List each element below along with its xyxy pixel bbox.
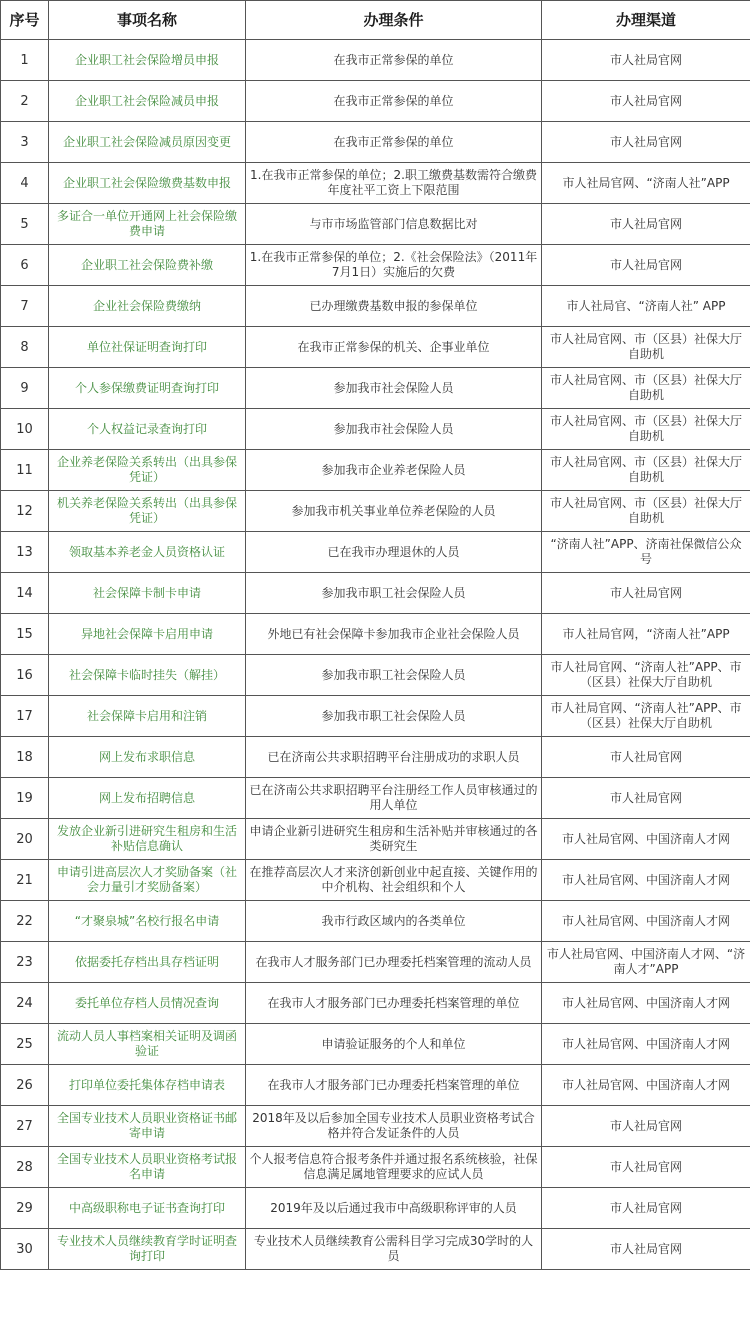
cell-item-name: 社会保障卡临时挂失（解挂） <box>49 655 246 696</box>
cell-item-name: 发放企业新引进研究生租房和生活补贴信息确认 <box>49 819 246 860</box>
cell-conditions: 参加我市机关事业单位养老保险的人员 <box>246 491 542 532</box>
cell-serial: 21 <box>1 860 49 901</box>
cell-conditions: 外地已有社会保障卡参加我市企业社会保险人员 <box>246 614 542 655</box>
table-row <box>1 532 750 573</box>
table-row <box>1 1229 750 1270</box>
cell-conditions: 已在济南公共求职招聘平台注册成功的求职人员 <box>246 737 542 778</box>
cell-channels: 市人社局官网 <box>542 40 750 81</box>
cell-channels: 市人社局官网、中国济南人才网、“济南人才”APP <box>542 942 750 983</box>
cell-serial: 16 <box>1 655 49 696</box>
table-body <box>1 40 750 1270</box>
table-row <box>1 491 750 532</box>
cell-channels: 市人社局官网 <box>542 737 750 778</box>
cell-channels: 市人社局官网、市（区县）社保大厅自助机 <box>542 368 750 409</box>
cell-serial: 9 <box>1 368 49 409</box>
table-row <box>1 778 750 819</box>
table-row <box>1 860 750 901</box>
cell-channels: 市人社局官网、市（区县）社保大厅自助机 <box>542 409 750 450</box>
cell-item-name: 异地社会保障卡启用申请 <box>49 614 246 655</box>
cell-serial: 5 <box>1 204 49 245</box>
cell-conditions: 已办理缴费基数申报的参保单位 <box>246 286 542 327</box>
header-channels: 办理渠道 <box>542 1 750 40</box>
cell-conditions: 在我市人才服务部门已办理委托档案管理的单位 <box>246 983 542 1024</box>
cell-channels: 市人社局官网、“济南人社”APP <box>542 163 750 204</box>
table-row <box>1 819 750 860</box>
cell-conditions: 申请验证服务的个人和单位 <box>246 1024 542 1065</box>
cell-serial: 18 <box>1 737 49 778</box>
table-row <box>1 573 750 614</box>
cell-channels: 市人社局官网、中国济南人才网 <box>542 901 750 942</box>
table-row <box>1 983 750 1024</box>
cell-serial: 6 <box>1 245 49 286</box>
table-row <box>1 286 750 327</box>
cell-item-name: 企业养老保险关系转出（出具参保凭证） <box>49 450 246 491</box>
cell-serial: 20 <box>1 819 49 860</box>
cell-channels: 市人社局官网 <box>542 81 750 122</box>
table-row <box>1 368 750 409</box>
cell-channels: 市人社局官网，“济南人社”APP <box>542 614 750 655</box>
table-row <box>1 655 750 696</box>
cell-item-name: 企业职工社会保险减员原因变更 <box>49 122 246 163</box>
cell-conditions: 已在我市办理退休的人员 <box>246 532 542 573</box>
cell-item-name: 个人参保缴费证明查询打印 <box>49 368 246 409</box>
cell-item-name: 流动人员人事档案相关证明及调函验证 <box>49 1024 246 1065</box>
cell-serial: 23 <box>1 942 49 983</box>
cell-channels: 市人社局官网、中国济南人才网 <box>542 983 750 1024</box>
cell-serial: 29 <box>1 1188 49 1229</box>
cell-serial: 25 <box>1 1024 49 1065</box>
cell-channels: 市人社局官网 <box>542 245 750 286</box>
cell-serial: 22 <box>1 901 49 942</box>
cell-item-name: 网上发布招聘信息 <box>49 778 246 819</box>
cell-item-name: 依据委托存档出具存档证明 <box>49 942 246 983</box>
cell-item-name: 个人权益记录查询打印 <box>49 409 246 450</box>
cell-channels: 市人社局官网 <box>542 122 750 163</box>
table-row <box>1 942 750 983</box>
table-row <box>1 450 750 491</box>
cell-channels: 市人社局官网、市（区县）社保大厅自助机 <box>542 491 750 532</box>
cell-item-name: 申请引进高层次人才奖励备案（社会力量引才奖励备案） <box>49 860 246 901</box>
cell-channels: 市人社局官网 <box>542 1147 750 1188</box>
cell-item-name: 机关养老保险关系转出（出具参保凭证） <box>49 491 246 532</box>
cell-item-name: 领取基本养老金人员资格认证 <box>49 532 246 573</box>
table-row <box>1 737 750 778</box>
cell-channels: 市人社局官网 <box>542 573 750 614</box>
table-row <box>1 696 750 737</box>
cell-serial: 28 <box>1 1147 49 1188</box>
cell-channels: 市人社局官网 <box>542 1188 750 1229</box>
cell-item-name: 企业职工社会保险减员申报 <box>49 81 246 122</box>
cell-channels: 市人社局官、“济南人社” APP <box>542 286 750 327</box>
cell-channels: 市人社局官网 <box>542 204 750 245</box>
cell-channels: 市人社局官网、市（区县）社保大厅自助机 <box>542 450 750 491</box>
header-serial: 序号 <box>1 1 49 40</box>
cell-item-name: 专业技术人员继续教育学时证明查询打印 <box>49 1229 246 1270</box>
cell-item-name: 委托单位存档人员情况查询 <box>49 983 246 1024</box>
cell-serial: 2 <box>1 81 49 122</box>
cell-item-name: “才聚泉城”名校行报名申请 <box>49 901 246 942</box>
cell-serial: 4 <box>1 163 49 204</box>
table-row <box>1 409 750 450</box>
cell-serial: 11 <box>1 450 49 491</box>
cell-item-name: 全国专业技术人员职业资格证书邮寄申请 <box>49 1106 246 1147</box>
cell-serial: 10 <box>1 409 49 450</box>
table-row <box>1 1065 750 1106</box>
cell-item-name: 多证合一单位开通网上社会保险缴费申请 <box>49 204 246 245</box>
cell-serial: 15 <box>1 614 49 655</box>
cell-serial: 14 <box>1 573 49 614</box>
cell-channels: 市人社局官网 <box>542 778 750 819</box>
cell-conditions: 已在济南公共求职招聘平台注册经工作人员审核通过的用人单位 <box>246 778 542 819</box>
cell-conditions: 参加我市职工社会保险人员 <box>246 696 542 737</box>
header-item-name: 事项名称 <box>49 1 246 40</box>
cell-serial: 17 <box>1 696 49 737</box>
cell-channels: 市人社局官网、市（区县）社保大厅自助机 <box>542 327 750 368</box>
cell-serial: 7 <box>1 286 49 327</box>
cell-serial: 30 <box>1 1229 49 1270</box>
table-row <box>1 163 750 204</box>
cell-conditions: 在我市正常参保的单位 <box>246 81 542 122</box>
table-row <box>1 1147 750 1188</box>
cell-item-name: 社会保障卡制卡申请 <box>49 573 246 614</box>
cell-conditions: 参加我市企业养老保险人员 <box>246 450 542 491</box>
cell-item-name: 企业职工社会保险缴费基数申报 <box>49 163 246 204</box>
cell-conditions: 1.在我市正常参保的单位；2.职工缴费基数需符合缴费年度社平工资上下限范围 <box>246 163 542 204</box>
cell-serial: 24 <box>1 983 49 1024</box>
cell-item-name: 中高级职称电子证书查询打印 <box>49 1188 246 1229</box>
cell-serial: 12 <box>1 491 49 532</box>
table-row <box>1 122 750 163</box>
cell-channels: 市人社局官网、中国济南人才网 <box>542 860 750 901</box>
cell-channels: 市人社局官网 <box>542 1229 750 1270</box>
cell-conditions: 在我市正常参保的机关、企事业单位 <box>246 327 542 368</box>
table-row <box>1 1106 750 1147</box>
table-row <box>1 327 750 368</box>
cell-conditions: 参加我市职工社会保险人员 <box>246 573 542 614</box>
cell-item-name: 企业职工社会保险费补缴 <box>49 245 246 286</box>
cell-conditions: 在我市正常参保的单位 <box>246 40 542 81</box>
cell-serial: 27 <box>1 1106 49 1147</box>
table-row <box>1 901 750 942</box>
table-row <box>1 81 750 122</box>
header-conditions: 办理条件 <box>246 1 542 40</box>
table-row <box>1 40 750 81</box>
cell-serial: 1 <box>1 40 49 81</box>
cell-channels: 市人社局官网、中国济南人才网 <box>542 819 750 860</box>
table-row <box>1 1188 750 1229</box>
cell-conditions: 我市行政区域内的各类单位 <box>246 901 542 942</box>
cell-conditions: 与市市场监管部门信息数据比对 <box>246 204 542 245</box>
cell-item-name: 网上发布求职信息 <box>49 737 246 778</box>
cell-serial: 19 <box>1 778 49 819</box>
cell-channels: 市人社局官网 <box>542 1106 750 1147</box>
table-row <box>1 245 750 286</box>
cell-channels: “济南人社”APP、济南社保微信公众号 <box>542 532 750 573</box>
cell-conditions: 在推荐高层次人才来济创新创业中起直接、关键作用的中介机构、社会组织和个人 <box>246 860 542 901</box>
cell-conditions: 在我市人才服务部门已办理委托档案管理的单位 <box>246 1065 542 1106</box>
cell-item-name: 单位社保证明查询打印 <box>49 327 246 368</box>
cell-item-name: 企业社会保险费缴纳 <box>49 286 246 327</box>
cell-channels: 市人社局官网、中国济南人才网 <box>542 1065 750 1106</box>
cell-channels: 市人社局官网、“济南人社”APP、市（区县）社保大厅自助机 <box>542 655 750 696</box>
cell-channels: 市人社局官网、“济南人社”APP、市（区县）社保大厅自助机 <box>542 696 750 737</box>
cell-conditions: 在我市正常参保的单位 <box>246 122 542 163</box>
table-row <box>1 614 750 655</box>
cell-conditions: 个人报考信息符合报考条件并通过报名系统核验，社保信息满足属地管理要求的应试人员 <box>246 1147 542 1188</box>
cell-conditions: 申请企业新引进研究生租房和生活补贴并审核通过的各类研究生 <box>246 819 542 860</box>
cell-item-name: 社会保障卡启用和注销 <box>49 696 246 737</box>
cell-serial: 26 <box>1 1065 49 1106</box>
cell-serial: 13 <box>1 532 49 573</box>
header-row <box>1 1 750 40</box>
cell-conditions: 在我市人才服务部门已办理委托档案管理的流动人员 <box>246 942 542 983</box>
cell-conditions: 2018年及以后参加全国专业技术人员职业资格考试合格并符合发证条件的人员 <box>246 1106 542 1147</box>
cell-item-name: 全国专业技术人员职业资格考试报名申请 <box>49 1147 246 1188</box>
cell-conditions: 专业技术人员继续教育公需科目学习完成30学时的人员 <box>246 1229 542 1270</box>
cell-conditions: 1.在我市正常参保的单位；2.《社会保险法》（2011年7月1日）实施后的欠费 <box>246 245 542 286</box>
cell-conditions: 参加我市社会保险人员 <box>246 368 542 409</box>
cell-item-name: 打印单位委托集体存档申请表 <box>49 1065 246 1106</box>
cell-serial: 8 <box>1 327 49 368</box>
cell-conditions: 2019年及以后通过我市中高级职称评审的人员 <box>246 1188 542 1229</box>
cell-item-name: 企业职工社会保险增员申报 <box>49 40 246 81</box>
cell-serial: 3 <box>1 122 49 163</box>
cell-conditions: 参加我市社会保险人员 <box>246 409 542 450</box>
table-row <box>1 204 750 245</box>
table-row <box>1 1024 750 1065</box>
cell-conditions: 参加我市职工社会保险人员 <box>246 655 542 696</box>
cell-channels: 市人社局官网、中国济南人才网 <box>542 1024 750 1065</box>
